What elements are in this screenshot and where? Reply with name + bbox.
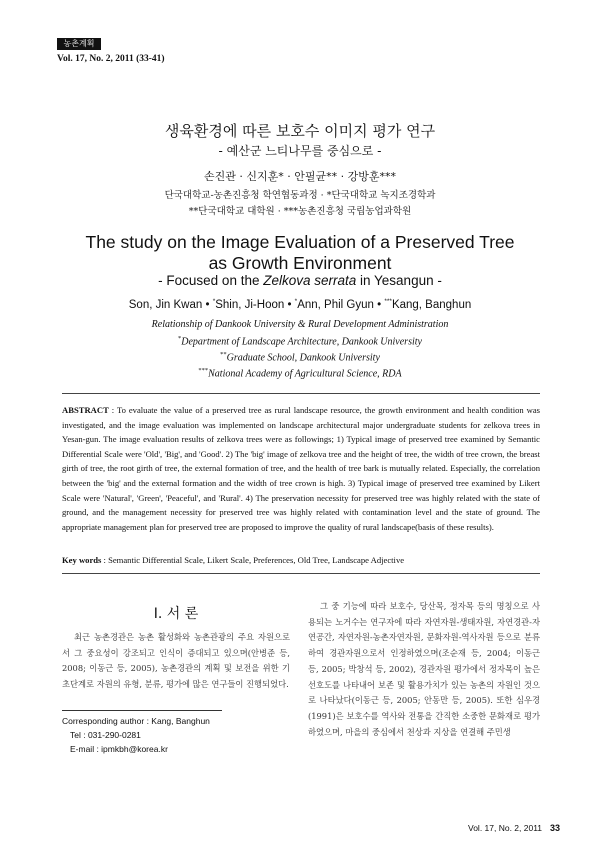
section-heading: Ⅰ. 서 론 <box>153 606 199 622</box>
body-paragraph: 그 중 기능에 따라 보호수, 당산목, 정자목 등의 명칭으로 사용되는 노거수는 연구자에 따라 자연자원-생태자원, 자연경관-자연공간, 자연자원-농촌자연자원, 문화자원-역사자원 등으로 분류하여 경관자원으로서 인정하였으며(조순재 등, 2004; 이동근 등, 2005; 박창석 등, 2002), 경관자원 평가에서 정자목이 높은 선호도를 나타내어 보존 및 활용가치가 있는 농촌의 자원인 것으로 나타났다(이동근 등, 2005; 안동만 등, 2005). 또한 심우경(1991)은 보호수를 역사와 전통을 간직한 소중한 문화재로 평가하였으며, 마을의 중심에서 천상과 지상을 연결해 주민생 <box>308 601 540 737</box>
english-subtitle-suffix: in Yesangun - <box>356 273 442 288</box>
corresponding-email: E-mail : ipmkbh@korea.kr <box>70 744 168 754</box>
keywords-text: : Semantic Differential Scale, Likert Scale, Preferences, Old Tree, Landscape Adjective <box>101 555 405 565</box>
abstract-top-rule <box>62 393 540 394</box>
journal-badge: 농촌계획 <box>57 38 101 50</box>
author-2: Shin, Ji-Hoon • <box>215 298 295 311</box>
page-number: 33 <box>550 823 561 833</box>
author-3-mark: * <box>294 298 298 305</box>
english-affiliation-2 <box>0 351 600 363</box>
abstract <box>62 403 540 534</box>
body-right-column <box>308 599 540 740</box>
volume-info: Vol. 17, No. 2, 2011 (33-41) <box>57 54 165 64</box>
author-2-mark: * <box>212 298 216 305</box>
english-affiliation-0: Relationship of Dankook University & Rural Development Administration <box>151 319 449 330</box>
affiliation-1-text: Department of Landscape Architecture, Dankook University <box>181 336 422 348</box>
body-paragraph: 최근 농촌경관은 농촌 활성화와 농촌관광의 주요 자원으로서 그 중요성이 강조되고 인식이 증대되고 있으며(안병준 등, 2008; 이동근 등, 2005), 농촌경관의 계획 및 보전을 위한 기초단계로 자원의 유형, 분류, 평가에 많은 연구들이 진행되었다. <box>62 632 290 690</box>
english-title-line2: as Growth Environment <box>208 253 392 273</box>
english-subtitle-species: Zelkova serrata <box>263 273 357 288</box>
english-title-line1: The study on the Image Evaluation of a Preserved Tree <box>85 232 515 252</box>
author-3: Ann, Phil Gyun • <box>297 298 385 311</box>
corresponding-tel: Tel : 031-290-0281 <box>70 730 141 740</box>
english-subtitle-prefix: - Focused on the <box>158 273 264 288</box>
korean-subtitle: - 예산군 느티나무를 중심으로 - <box>218 144 382 158</box>
abstract-label: ABSTRACT <box>62 405 109 415</box>
korean-title: 생육환경에 따른 보호수 이미지 평가 연구 <box>164 122 436 140</box>
english-affiliation-1 <box>0 335 600 347</box>
korean-affiliation-1: 단국대학교-농촌진흥청 학연협동과정 · *단국대학교 녹지조경학과 <box>164 190 436 201</box>
author-4: Kang, Banghun <box>391 298 472 311</box>
affiliation-2-text: Graduate School, Dankook University <box>226 352 380 364</box>
page-footer <box>468 823 560 833</box>
affiliation-3-text: National Academy of Agricultural Science, RDA <box>208 368 402 380</box>
footer-journal: Vol. 17, No. 2, 2011 <box>468 823 543 833</box>
author-4-mark: *** <box>384 298 392 305</box>
affiliation-3-mark: *** <box>198 367 209 374</box>
abstract-text: : To evaluate the value of a preserved tree as rural landscape resource, the growth environment and health condition was investigated, and the image evaluation was implemented on landscape architectural major undergraduate students for zelkova trees in Yesan-gun. The image evaluation results of zelkova trees were as followings; 1) Typical image of preserved tree examined by Semantic Differential Scale were 'Old', 'Big', and 'Good'. 2) The 'big' image of zelkova tree and the height of tree, the width of tree crown, the breast girth of tree, the root girth of tree, the external formation of tree, and the health of tree bark is mutually related. Especially, the correlation between the 'big' and the external formation and the width of tree crown is high. 3) Typical image of preserved tree examined by Likert Scale were 'Natural', 'Green', 'Peaceful', and 'Rural'. 4) The preservation necessity for preserved tree was highly related with the state of ground, and the management necessity for preserved tree was highly related with contamination level and the state of ground. The appropriate management plan for preserved tree are proposed to improve the quality of rural landscape(basis of these results). <box>62 405 540 532</box>
body-left-column <box>62 630 290 693</box>
english-authors <box>0 298 600 311</box>
affiliation-1-mark: * <box>178 335 182 342</box>
keywords <box>62 555 540 565</box>
author-1: Son, Jin Kwan • <box>128 298 213 311</box>
affiliation-2-mark: ** <box>220 351 227 358</box>
footnote-rule <box>62 710 222 711</box>
english-subtitle <box>0 273 600 288</box>
korean-affiliation-2: **단국대학교 대학원 · ***농촌진흥청 국립농업과학원 <box>188 206 412 217</box>
english-title <box>0 232 600 274</box>
keywords-bottom-rule <box>62 573 540 574</box>
korean-authors: 손진관 · 신지훈* · 안필균** · 강방훈*** <box>204 170 396 183</box>
english-affiliation-3 <box>0 367 600 379</box>
keywords-label: Key words <box>62 555 102 565</box>
corresponding-author: Corresponding author : Kang, Banghun <box>62 716 210 726</box>
